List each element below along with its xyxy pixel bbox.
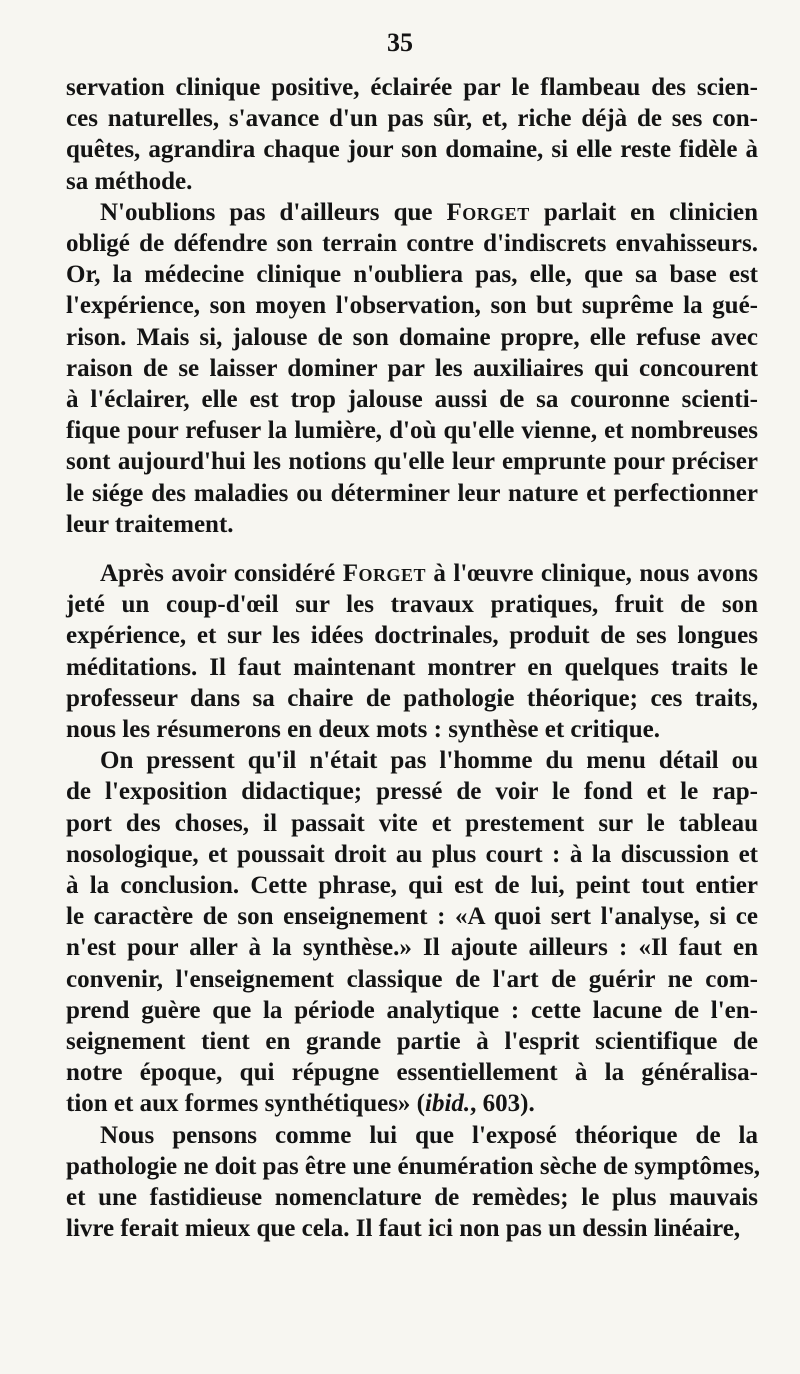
- text-line: [66, 776, 758, 807]
- text-run: raison de se laisser dominer par les auxiliaires qui concourent: [66, 354, 758, 382]
- text-run: prend guère que la période analytique : cette lacune de l'en-: [66, 996, 758, 1024]
- text-line: [66, 714, 758, 745]
- text-run: sa méthode.: [66, 167, 193, 195]
- text-run: servation clinique positive, éclairée par le flambeau des scien-: [66, 74, 758, 101]
- text-run: de l'exposition didactique; pressé de voir le fond et le rap-: [66, 778, 758, 806]
- text-run: notre époque, qui répugne essentiellement à la généralisa-: [66, 1059, 758, 1087]
- text-line: [66, 1182, 758, 1213]
- author-name: Forget: [342, 560, 426, 587]
- text-line: [66, 1120, 758, 1151]
- text-line: [66, 353, 758, 384]
- text-line: [66, 134, 758, 165]
- text-line: [66, 839, 758, 870]
- text-run: nosologique, et poussait droit au plus court : à la discussion et: [66, 840, 758, 868]
- text-line: [66, 103, 758, 134]
- text-run: à l'œuvre clinique, nous avons: [425, 560, 758, 587]
- text-run: pathologie ne doit pas être une énumération sèche de symptômes,: [66, 1152, 760, 1180]
- text-line: [66, 558, 758, 589]
- text-run: et une fastidieuse nomenclature de remèdes; le plus mauvais: [66, 1184, 758, 1211]
- text-run: obligé de défendre son terrain contre d'indiscrets envahisseurs.: [66, 230, 758, 257]
- text-line: [66, 446, 758, 477]
- text-line: [66, 228, 758, 259]
- text-line: [66, 964, 758, 995]
- text-line: [66, 745, 758, 776]
- text-run: leur traitement.: [66, 510, 234, 538]
- page-number: 35: [387, 28, 413, 57]
- text-run: méditations. Il faut maintenant montrer en quelques traits le: [66, 653, 758, 681]
- text-line: [66, 620, 758, 651]
- text-run: On pressent qu'il n'était pas l'homme du menu détail ou: [100, 747, 758, 775]
- text-run: port des choses, il passait vite et prestement sur le tableau: [66, 809, 758, 837]
- text-run: rison. Mais si, jalouse de son domaine propre, elle refuse avec: [66, 323, 758, 351]
- text-run: le caractère de son enseignement : «A quoi sert l'analyse, si ce: [66, 903, 758, 931]
- text-run: Or, la médecine clinique n'oubliera pas, elle, que sa base est: [66, 261, 758, 289]
- text-line: [66, 1057, 758, 1088]
- text-line: [66, 384, 758, 415]
- text-line: [66, 1088, 758, 1119]
- text-line: [66, 259, 758, 290]
- text-run: quêtes, agrandira chaque jour son domaine, si elle reste fidèle à: [66, 136, 758, 164]
- text-line: [66, 322, 758, 353]
- citation-italic: ibid.: [425, 1090, 471, 1118]
- text-run: fique pour refuser la lumière, d'où qu'elle vienne, et nombreuses: [66, 417, 758, 445]
- text-line: [66, 1151, 758, 1182]
- text-run: à l'éclairer, elle est trop jalouse aussi de sa couronne scienti-: [66, 386, 758, 413]
- text-line: [66, 683, 758, 714]
- text-line: [66, 652, 758, 683]
- text-run: , 603).: [470, 1090, 535, 1118]
- text-line: [66, 995, 758, 1026]
- text-run: expérience, et sur les idées doctrinales, produit de ses longues: [66, 622, 758, 650]
- text-line: [66, 415, 758, 446]
- text-run: parlait en clinicien: [529, 198, 758, 226]
- text-run: livre ferait mieux que cela. Il faut ici non pas un dessin linéaire,: [66, 1215, 741, 1243]
- text-run: nous les résumerons en deux mots : synthèse et critique.: [66, 716, 660, 743]
- text-line: [66, 808, 758, 839]
- text-run: tion et aux formes synthétiques» (: [66, 1090, 426, 1118]
- text-run: convenir, l'enseignement classique de l'art de guérir ne com-: [66, 965, 758, 993]
- text-line: [66, 72, 758, 103]
- text-run: à la conclusion. Cette phrase, qui est de lui, peint tout entier: [66, 872, 758, 899]
- text-line: [66, 478, 758, 509]
- author-name: Forget: [446, 198, 530, 226]
- text-run: ces naturelles, s'avance d'un pas sûr, et, riche déjà de ses con-: [66, 105, 758, 133]
- text-run: Nous pensons comme lui que l'exposé théorique de la: [100, 1121, 758, 1149]
- text-run: professeur dans sa chaire de pathologie théorique; ces traits,: [66, 684, 758, 712]
- text-run: l'expérience, son moyen l'observation, son but suprême la gué-: [66, 292, 758, 320]
- text-line: [66, 589, 758, 620]
- text-line: [66, 509, 758, 540]
- text-line: [66, 166, 758, 197]
- text-line: [66, 1026, 758, 1057]
- text-run: le siége des maladies ou déterminer leur nature et perfectionner: [66, 479, 758, 507]
- text-run: N'oublions pas d'ailleurs que: [100, 198, 447, 226]
- text-line: [66, 901, 758, 932]
- text-line: [66, 197, 758, 228]
- text-line: [66, 870, 758, 901]
- text-line: [66, 932, 758, 963]
- text-run: jeté un coup-d'œil sur les travaux pratiques, fruit de son: [66, 591, 758, 619]
- text-run: seignement tient en grande partie à l'esprit scientifique de: [66, 1028, 758, 1055]
- text-run: Après avoir considéré: [100, 560, 343, 587]
- text-line: [66, 290, 758, 321]
- text-run: sont aujourd'hui les notions qu'elle leur emprunte pour préciser: [66, 448, 758, 476]
- text-line: [66, 1213, 758, 1244]
- text-run: n'est pour aller à la synthèse.» Il ajoute ailleurs : «Il faut en: [66, 934, 758, 962]
